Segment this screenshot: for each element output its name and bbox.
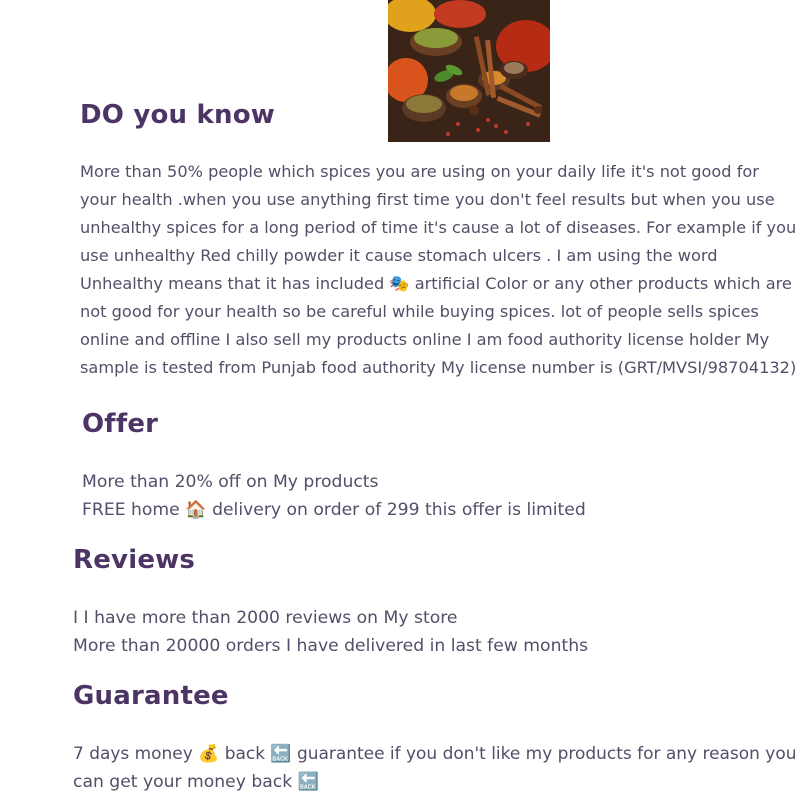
guarantee-line: 7 days money 💰 back 🔙 guarantee if you don't like my products for any reason you: [73, 744, 797, 764]
guarantee-line: can get your money back 🔙: [73, 772, 319, 792]
paragraph-line: unhealthy spices for a long period of time it's cause a lot of diseases. For example if you: [80, 218, 797, 237]
do-you-know-paragraph: [80, 158, 796, 382]
spices-illustration: [388, 0, 550, 142]
heading-reviews: Reviews: [73, 545, 196, 575]
paragraph-line: More than 50% people which spices you are using on your daily life it's not good for: [80, 162, 759, 181]
paragraph-line: Unhealthy means that it has included 🎭 artificial Color or any other products which are: [80, 274, 792, 293]
heading-offer: Offer: [82, 409, 159, 439]
heading-guarantee: Guarantee: [73, 681, 229, 711]
reviews-line: More than 20000 orders I have delivered in last few months: [73, 636, 589, 656]
offer-line: FREE home 🏠 delivery on order of 299 this offer is limited: [82, 500, 586, 520]
paragraph-line: use unhealthy Red chilly powder it cause stomach ulcers . I am using the word: [80, 246, 718, 265]
paragraph-line: not good for your health so be careful while buying spices. lot of people sells spices: [80, 302, 759, 321]
offer-paragraph: [82, 468, 586, 524]
guarantee-paragraph: [73, 740, 796, 796]
reviews-paragraph: [73, 604, 588, 660]
paragraph-line: your health .when you use anything first time you don't feel results but when you use: [80, 190, 775, 209]
paragraph-line: sample is tested from Punjab food authority My license number is (GRT/MVSI/98704132): [80, 358, 797, 377]
heading-do-you-know: DO you know: [80, 100, 275, 130]
offer-line: More than 20% off on My products: [82, 472, 379, 492]
spices-photo: [388, 0, 550, 142]
paragraph-line: online and offline I also sell my products online I am food authority license holder My: [80, 330, 770, 349]
reviews-line: I I have more than 2000 reviews on My store: [73, 608, 458, 628]
